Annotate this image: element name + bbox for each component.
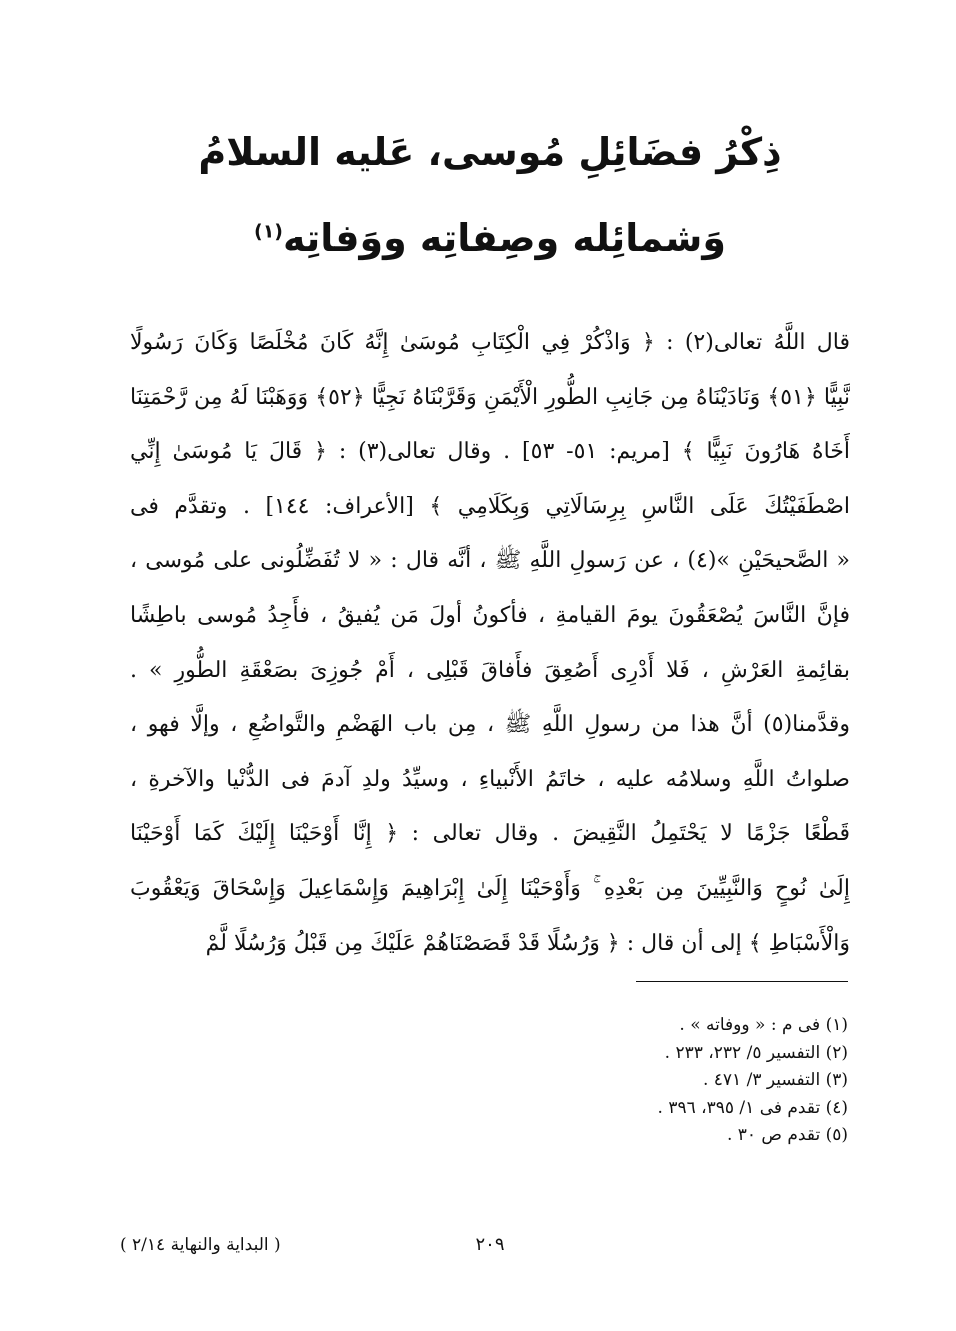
chapter-subtitle-text: وَشمائِله وصِفاتِه ووَفاتِه (282, 216, 726, 260)
footnote: (٥) تقدم ص ٣٠ . (726, 1125, 848, 1145)
footnote: (٣) التفسير ٣/ ٤٧١ . (702, 1070, 848, 1090)
body-line: إِلَىٰ نُوحٍ وَالنَّبِيِّينَ مِن بَعْدِهِ ۚ وَأَوْحَيْنَا إِلَىٰ إِبْرَاهِيمَ وَإِسْمَاعِيلَ وَإِسْحَاقَ وَيَعْقُوبَ (130, 875, 850, 901)
body-line: قال اللَّهُ تعالى(٢) : ﴿ وَاذْكُرْ فِي الْكِتَابِ مُوسَىٰ إِنَّهُ كَانَ مُخْلَصًا وَكَانَ رَسُولًا (130, 330, 850, 355)
body-line: نَّبِيًّا ﴿٥١﴾ وَنَادَيْنَاهُ مِن جَانِبِ الطُّورِ الْأَيْمَنِ وَقَرَّبْنَاهُ نَجِيًّا ﴿٥٢﴾ وَوَهَبْنَا لَهُ مِن رَّحْمَتِنَا (130, 384, 850, 410)
footnotes (400, 1012, 848, 1150)
footnote: (٤) تقدم فى ١/ ٣٩٥، ٣٩٦ . (657, 1097, 848, 1118)
chapter-title-text: ذِكْرُ فضَائِلِ مُوسى، عَليه السلامُ (198, 130, 782, 174)
body-line: بقائِمةِ العَرْشِ ، فَلا أَدْرِى أَصُعِقَ فأَفاقَ قَبْلِى ، أَمْ جُوزِىَ بصَعْقَةِ الطُّورِ » . (130, 657, 850, 683)
body-line: صلواتُ اللَّهِ وسلامُه عليه ، خاتَمُ الأَنْبياءِ ، وسيِّدُ ولدِ آدمَ فى الدُّنْيا والآخرةِ ، (130, 766, 850, 792)
chapter-title (130, 127, 850, 177)
page-number: ٢٠٩ (475, 1234, 505, 1255)
body-line: أَخَاهُ هَارُونَ نَبِيًّا ﴾ [مريم: ٥١- ٥٣] . وقال تعالى(٣) : ﴿ قَالَ يَا مُوسَىٰ إِنِّي (130, 439, 850, 465)
body-line: وَالْأَسْبَاطِ ﴾ إلى أن قال : ﴿ وَرُسُلًا قَدْ قَصَصْنَاهُمْ عَلَيْكَ مِن قَبْلُ وَرُسُلًا لَّمْ (205, 930, 850, 956)
body-text (130, 316, 850, 971)
subtitle-footnote-marker: (١) (254, 220, 283, 243)
footer-source: ( البداية والنهاية ٢/١٤ ) (120, 1235, 281, 1255)
body-line: « الصَّحيحَيْنِ »(٤) ، عن رَسولِ اللَّهِ ﷺ ، أنَّه قال : « لا تُفَضِّلُونى على مُوسى ، (130, 548, 850, 574)
body-line: فإنَّ النَّاسَ يُصْعَقُونَ يومَ القيامةِ ، فأكونُ أولَ مَن يُفيقُ ، فأَجِدُ مُوسى باطِشًا (130, 602, 850, 628)
footnote: (٢) التفسير ٥/ ٢٣٢، ٢٣٣ . (664, 1042, 848, 1063)
footnote-separator (636, 981, 848, 982)
footnote: (١) فى م : « ووفاته » . (679, 1015, 848, 1035)
body-line: اصْطَفَيْتُكَ عَلَى النَّاسِ بِرِسَالَاتِي وَبِكَلَامِي ﴾ [الأعراف: ١٤٤] . وتقدَّم فى (130, 493, 850, 519)
body-line: وقدَّمنا(٥) أنَّ هذا من رسولِ اللَّهِ ﷺ ، مِن باب الهَضْمِ والتَّواضُعِ ، وإلَّا فهو ، (130, 712, 850, 738)
body-line: قَطْعًا جَزْمًا لا يَحْتَمِلُ النَّقِيضَ . وقال تعالى : ﴿ إِنَّا أَوْحَيْنَا إِلَيْكَ كَمَا أَوْحَيْنَا (130, 821, 850, 847)
chapter-subtitle (130, 213, 850, 263)
